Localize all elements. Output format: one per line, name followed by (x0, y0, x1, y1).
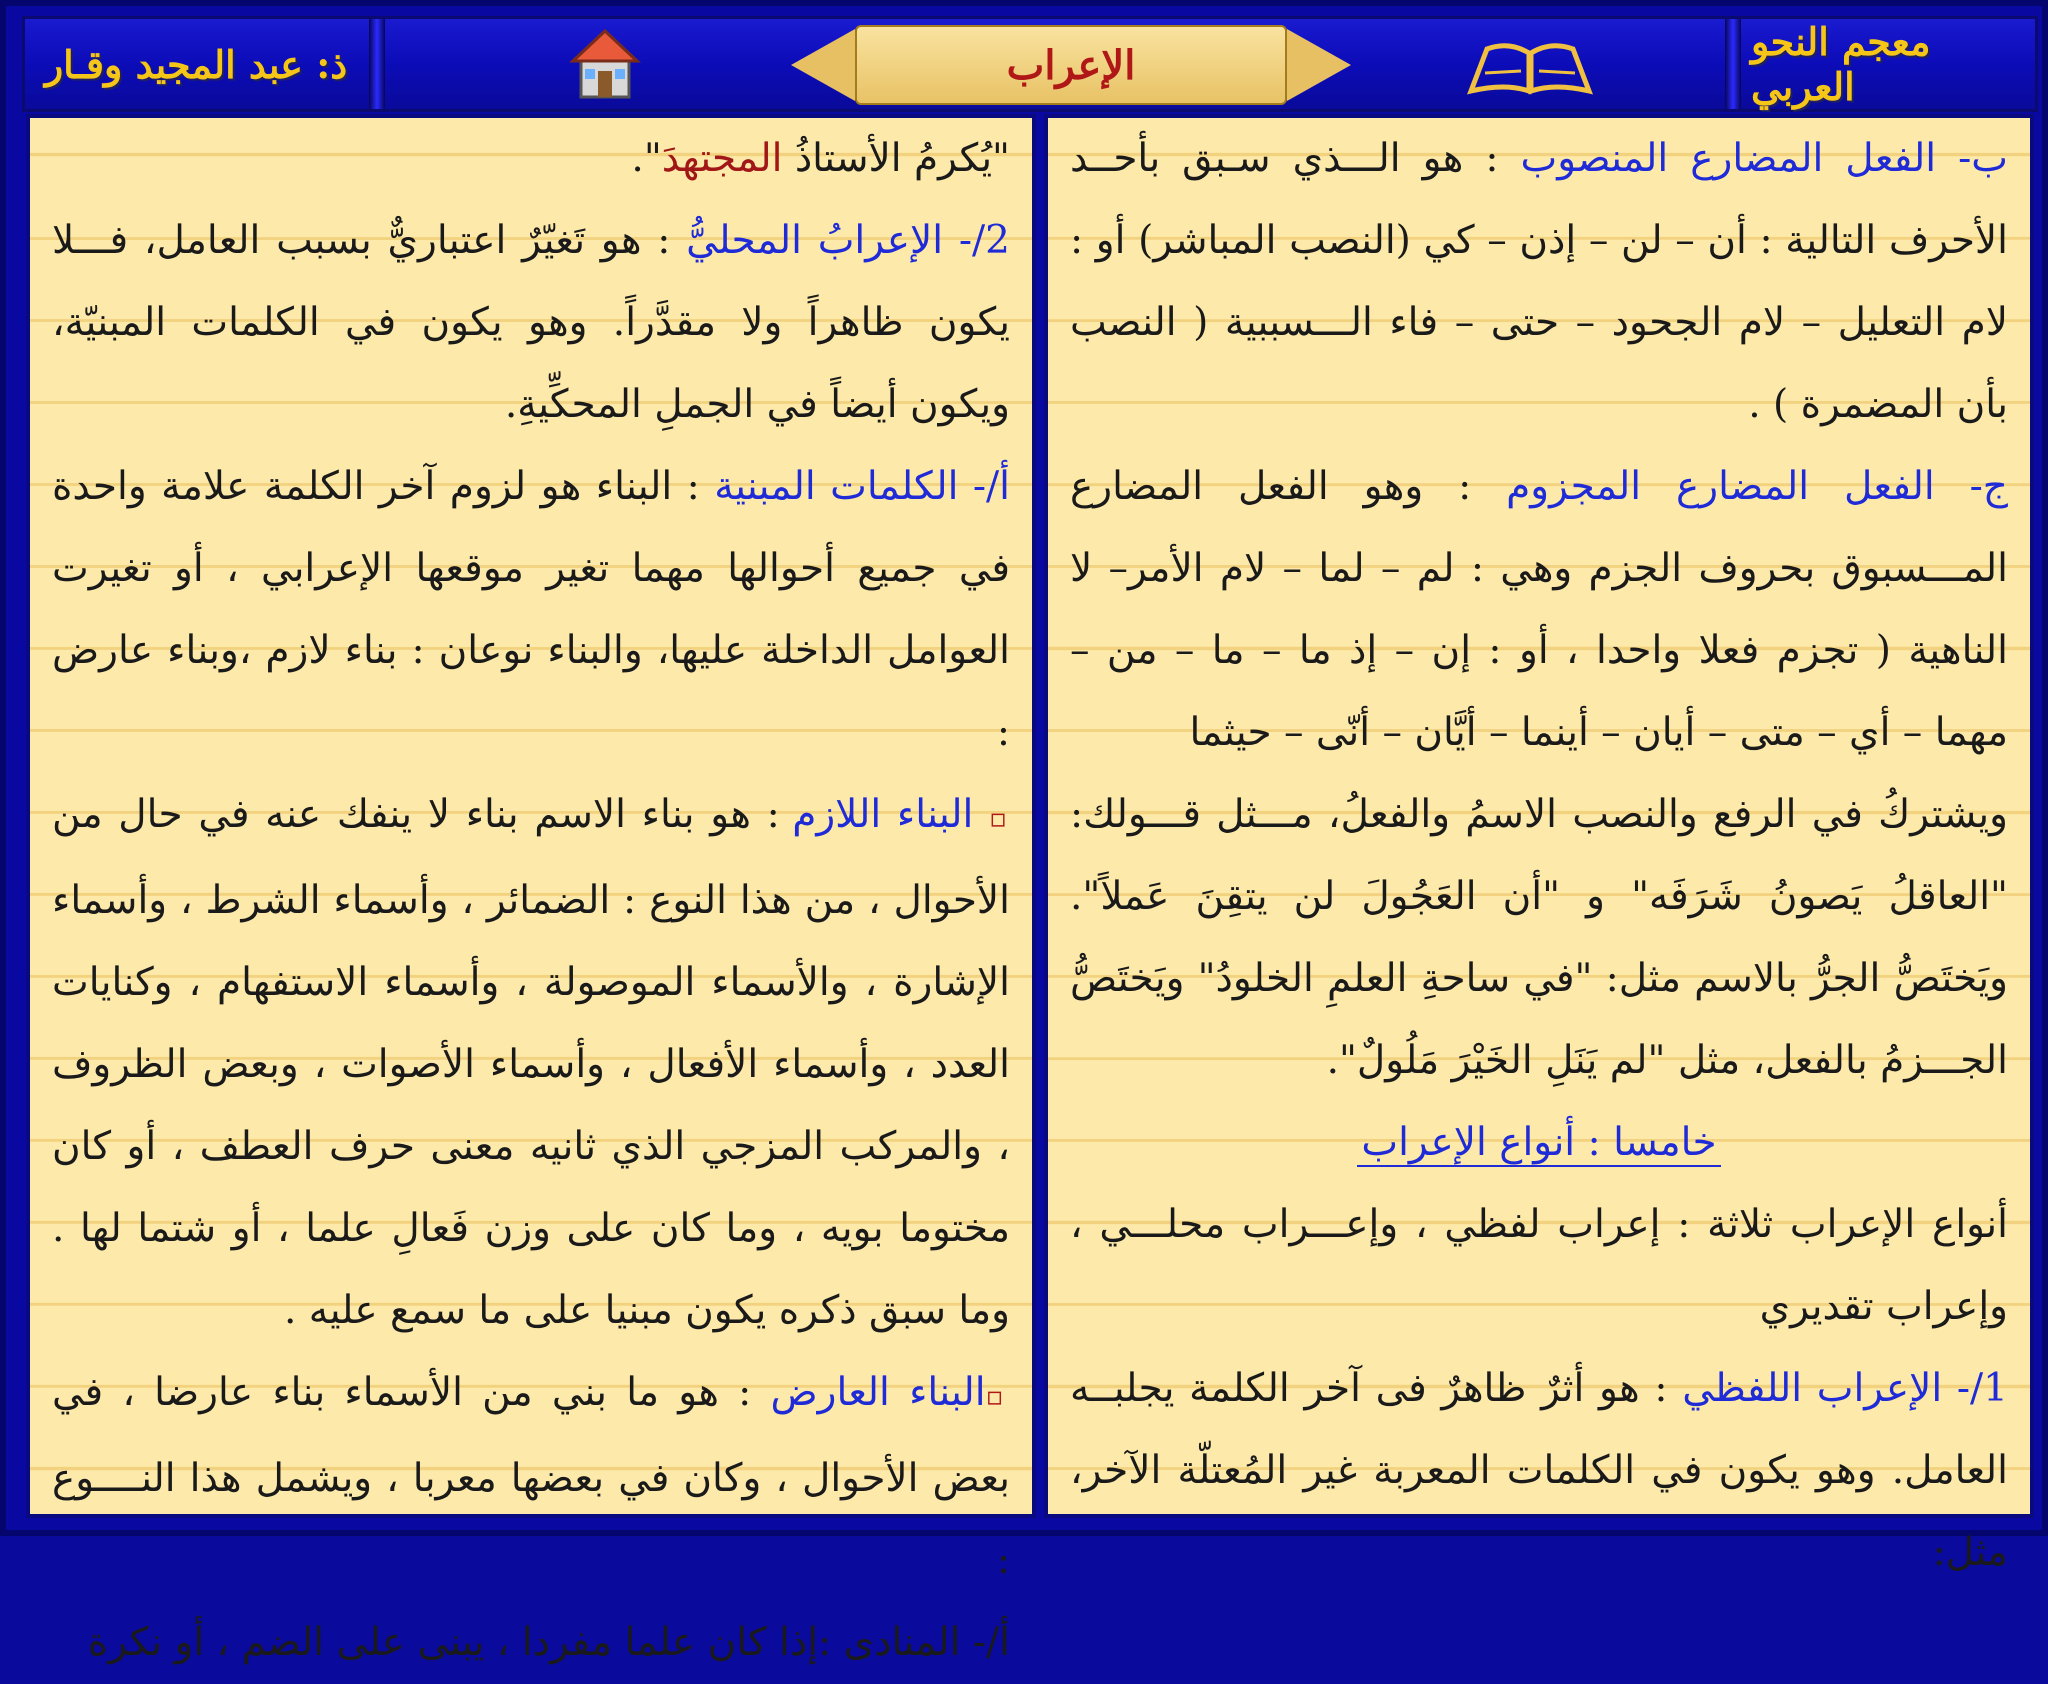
paragraph (52, 118, 1010, 200)
example-quote-close: ". (631, 136, 662, 181)
paragraph (52, 200, 1010, 446)
term-heading: ب- الفعل المضارع المنصوب (1520, 136, 2008, 181)
paragraph-text: : هو ما بني من الأسماء بناء عارضا ، في بعض الأحوال ، وكان في بعضها معربا ، ويشمل هذا النــــوع : (52, 1370, 1010, 1583)
page-title: الإعراب (855, 25, 1287, 105)
left-page-text (30, 118, 1032, 1684)
bullet-icon: ▫ (989, 804, 1010, 834)
arrow-right-icon[interactable] (1287, 29, 1351, 101)
paragraph (1070, 1348, 2008, 1594)
paragraph: أ/- المنادى :إذا كان علما مفردا ، يبنى على الضم ، أو نكرة (87, 1620, 1010, 1665)
term-heading: 2/- الإعرابُ المحليُّ (686, 218, 1010, 263)
paragraph-text: : هو تَغيّرٌ اعتباريٌّ بسبب العامل، فـــلا يكون ظاهراً ولا مقدَّراً. وهو يكون في الكلمات المبنيّة، ويكون أيضاً في الجملِ المحكِّيةِ. (52, 218, 1010, 427)
header-divider (1725, 19, 1741, 109)
term-heading: البناء العارض (770, 1370, 986, 1415)
paragraph (52, 1352, 1010, 1602)
right-page-text (1048, 118, 2030, 1594)
term-heading: 1/- الإعراب اللفظي (1682, 1366, 2008, 1411)
section-heading (1070, 1102, 2008, 1184)
paragraph-text: : وهو الفعل المضارع المـــسبوق بحروف الجزم وهي : لم – لما – لام الأمر– لا الناهية ( تجزم فعلا واحدا ، أو : إن – إذ ما – ما – من – مهما – أي – متى – أيان – أينما – أيَّان – أنّى – حيثما (1070, 464, 2008, 755)
term-heading: أ/- الكلمات المبنية (714, 464, 1010, 509)
header-bar (22, 16, 2038, 112)
bullet-icon: ▫ (985, 1382, 1010, 1412)
paragraph (1070, 446, 2008, 774)
left-page-panel (26, 114, 1036, 1665)
right-page-panel (1044, 114, 2034, 1575)
app-title: معجم النحو العربي (1751, 19, 1931, 109)
paragraph: ويشتركُ في الرفع والنصب الاسمُ والفعلُ، مـــثل قـــولك: "العاقلُ يَصونُ شَرَفَه" و "أن العَجُولَ لن يتقِنَ عَملاً". ويَختَصُّ الجرُّ بالاسم مثل: "في ساحةِ العلمِ الخلودُ" ويَختَصُّ الجـــزمُ بالفعل، مثل "لم يَنَلِ الخَيْرَ مَلُولٌ". (1070, 792, 2008, 1083)
home-button[interactable] (565, 25, 645, 103)
example-quote-open: "يُكرمُ الأستاذُ (782, 136, 1010, 181)
paragraph (1070, 118, 2008, 446)
arrow-left-icon[interactable] (791, 29, 855, 101)
paragraph-text: : هو أثرٌ ظاهرٌ فى آخر الكلمة يجلبــه العامل. وهو يكون في الكلمات المعربة غير المُعتلّة الآخر، مثل: (1070, 1366, 2008, 1575)
book-button[interactable] (1465, 33, 1595, 99)
example-highlight: المجتهدَ (661, 136, 783, 181)
book-icon (1465, 33, 1595, 99)
paragraph-text: : البناء هو لزوم آخر الكلمة علامة واحدة في جميع أحوالها مهما تغير موقعها الإعرابي ، أو تغيرت العوامل الداخلة عليها، والبناء نوعان : بناء لازم ،وبناء عارض : (52, 464, 1010, 755)
paragraph-text: : هو الـــذي سـبق بأحــد الأحرف التالية : أن – لن – إذن – كي (النصب المباشر) أو : لام التعليل – لام الجحود – حتى – فاء الـــسببية ( النصب بأن المضمرة ) . (1070, 136, 2008, 427)
home-icon (565, 25, 645, 103)
header-divider (369, 19, 385, 109)
term-heading: ج- الفعل المضارع المجزوم (1506, 464, 2008, 509)
term-heading: البناء اللازم (792, 792, 974, 837)
paragraph: أنواع الإعراب ثلاثة : إعراب لفظي ، وإعـــراب محلـــي ، وإعراب تقديري (1070, 1202, 2008, 1329)
author-label: ذ: عبد المجيد وقـار (44, 41, 348, 87)
paragraph (52, 774, 1010, 1352)
title-ribbon (791, 25, 1351, 105)
paragraph (52, 446, 1010, 774)
section-heading-text: خامسا : أنواع الإعراب (1357, 1120, 1720, 1167)
paragraph-text: : هو بناء الاسم بناء لا ينفك عنه في حال من الأحوال ، من هذا النوع : الضمائر ، وأسماء الشرط ، وأسماء الإشارة ، والأسماء الموصولة ، وأسماء الاستفهام ، وكنايات العدد ، وأسماء الأفعال ، وأسماء الأصوات ، وبعض الظروف ، والمركب المزجي الذي ثانيه معنى حرف العطف ، أو كان مختوما بويه ، وما كان على وزن فَعالِ علما ، أو شتما لها . وما سبق ذكره يكون مبنيا على ما سمع عليه . (52, 792, 1010, 1333)
